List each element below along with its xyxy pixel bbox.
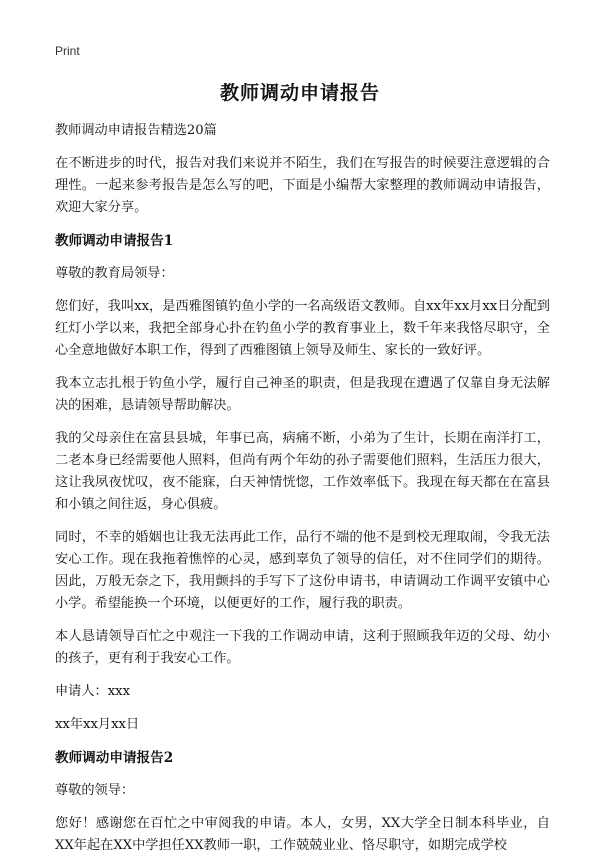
document-title: 教师调动申请报告 (219, 82, 380, 104)
date-line: xx年xx月xx日 (55, 717, 140, 732)
section-heading: 教师调动申请报告1 (55, 233, 174, 249)
section-heading: 教师调动申请报告2 (55, 750, 174, 766)
body-paragraph: 我的父母亲住在富县县城，年事已高，病痛不断，小弟为了生计，长期在南洋打工，二老本身已经需要他人照料，但尚有两个年幼的孙子需要他们照料，生活压力很大，这让我夙夜忧叹，夜不能寐，白天神情恍惚，工作效率低下。我现在每天都在在富县和小镇之间往返，身心俱疲。 (55, 431, 550, 512)
body-paragraph: 您们好，我叫xx，是西雅图镇钓鱼小学的一名高级语文教师。自xx年xx月xx日分配到红灯小学以来，我把全部身心扑在钓鱼小学的教育事业上，数千年来我恪尽职守，全心全意地做好本职工作，得到了西雅图镇上领导及师生、家长的一致好评。 (55, 299, 550, 358)
salutation: 尊敬的领导： (55, 783, 135, 798)
body-paragraph: 本人恳请领导百忙之中观注一下我的工作调动申请，这利于照顾我年迈的父母、幼小的孩子，更有利于我安心工作。 (55, 629, 550, 666)
print-label: Print (55, 44, 80, 58)
document-subtitle: 教师调动申请报告精选20篇 (55, 123, 217, 138)
body-paragraph: 我本立志扎根于钓鱼小学，履行自己神圣的职责，但是我现在遭遇了仅靠自身无法解决的困难，恳请领导帮助解决。 (55, 376, 550, 413)
body-paragraph: 同时，不幸的婚姻也让我无法再此工作，品行不端的他不是到校无理取闹，令我无法安心工作。现在我拖着憔悴的心灵，感到辜负了领导的信任，对不住同学们的期待。因此，万般无奈之下，我用颤抖的手写下了这份申请书，申请调动工作调平安镇中心小学。希望能换一个环境，以便更好的工作，履行我的职责。 (55, 530, 550, 611)
intro-paragraph: 在不断进步的时代，报告对我们来说并不陌生，我们在写报告的时候要注意逻辑的合理性。一起来参考报告是怎么写的吧，下面是小编帮大家整理的教师调动申请报告，欢迎大家分享。 (55, 156, 550, 215)
document-body (55, 120, 550, 868)
body-paragraph: 您好！感谢您在百忙之中审阅我的申请。本人，女男，XX大学全日制本科毕业，自XX年起在XX中学担任XX教师一职，工作兢兢业业、恪尽职守，如期完成学校 (55, 816, 550, 853)
applicant-line: 申请人：xxx (55, 684, 131, 699)
salutation: 尊敬的教育局领导： (55, 266, 174, 281)
